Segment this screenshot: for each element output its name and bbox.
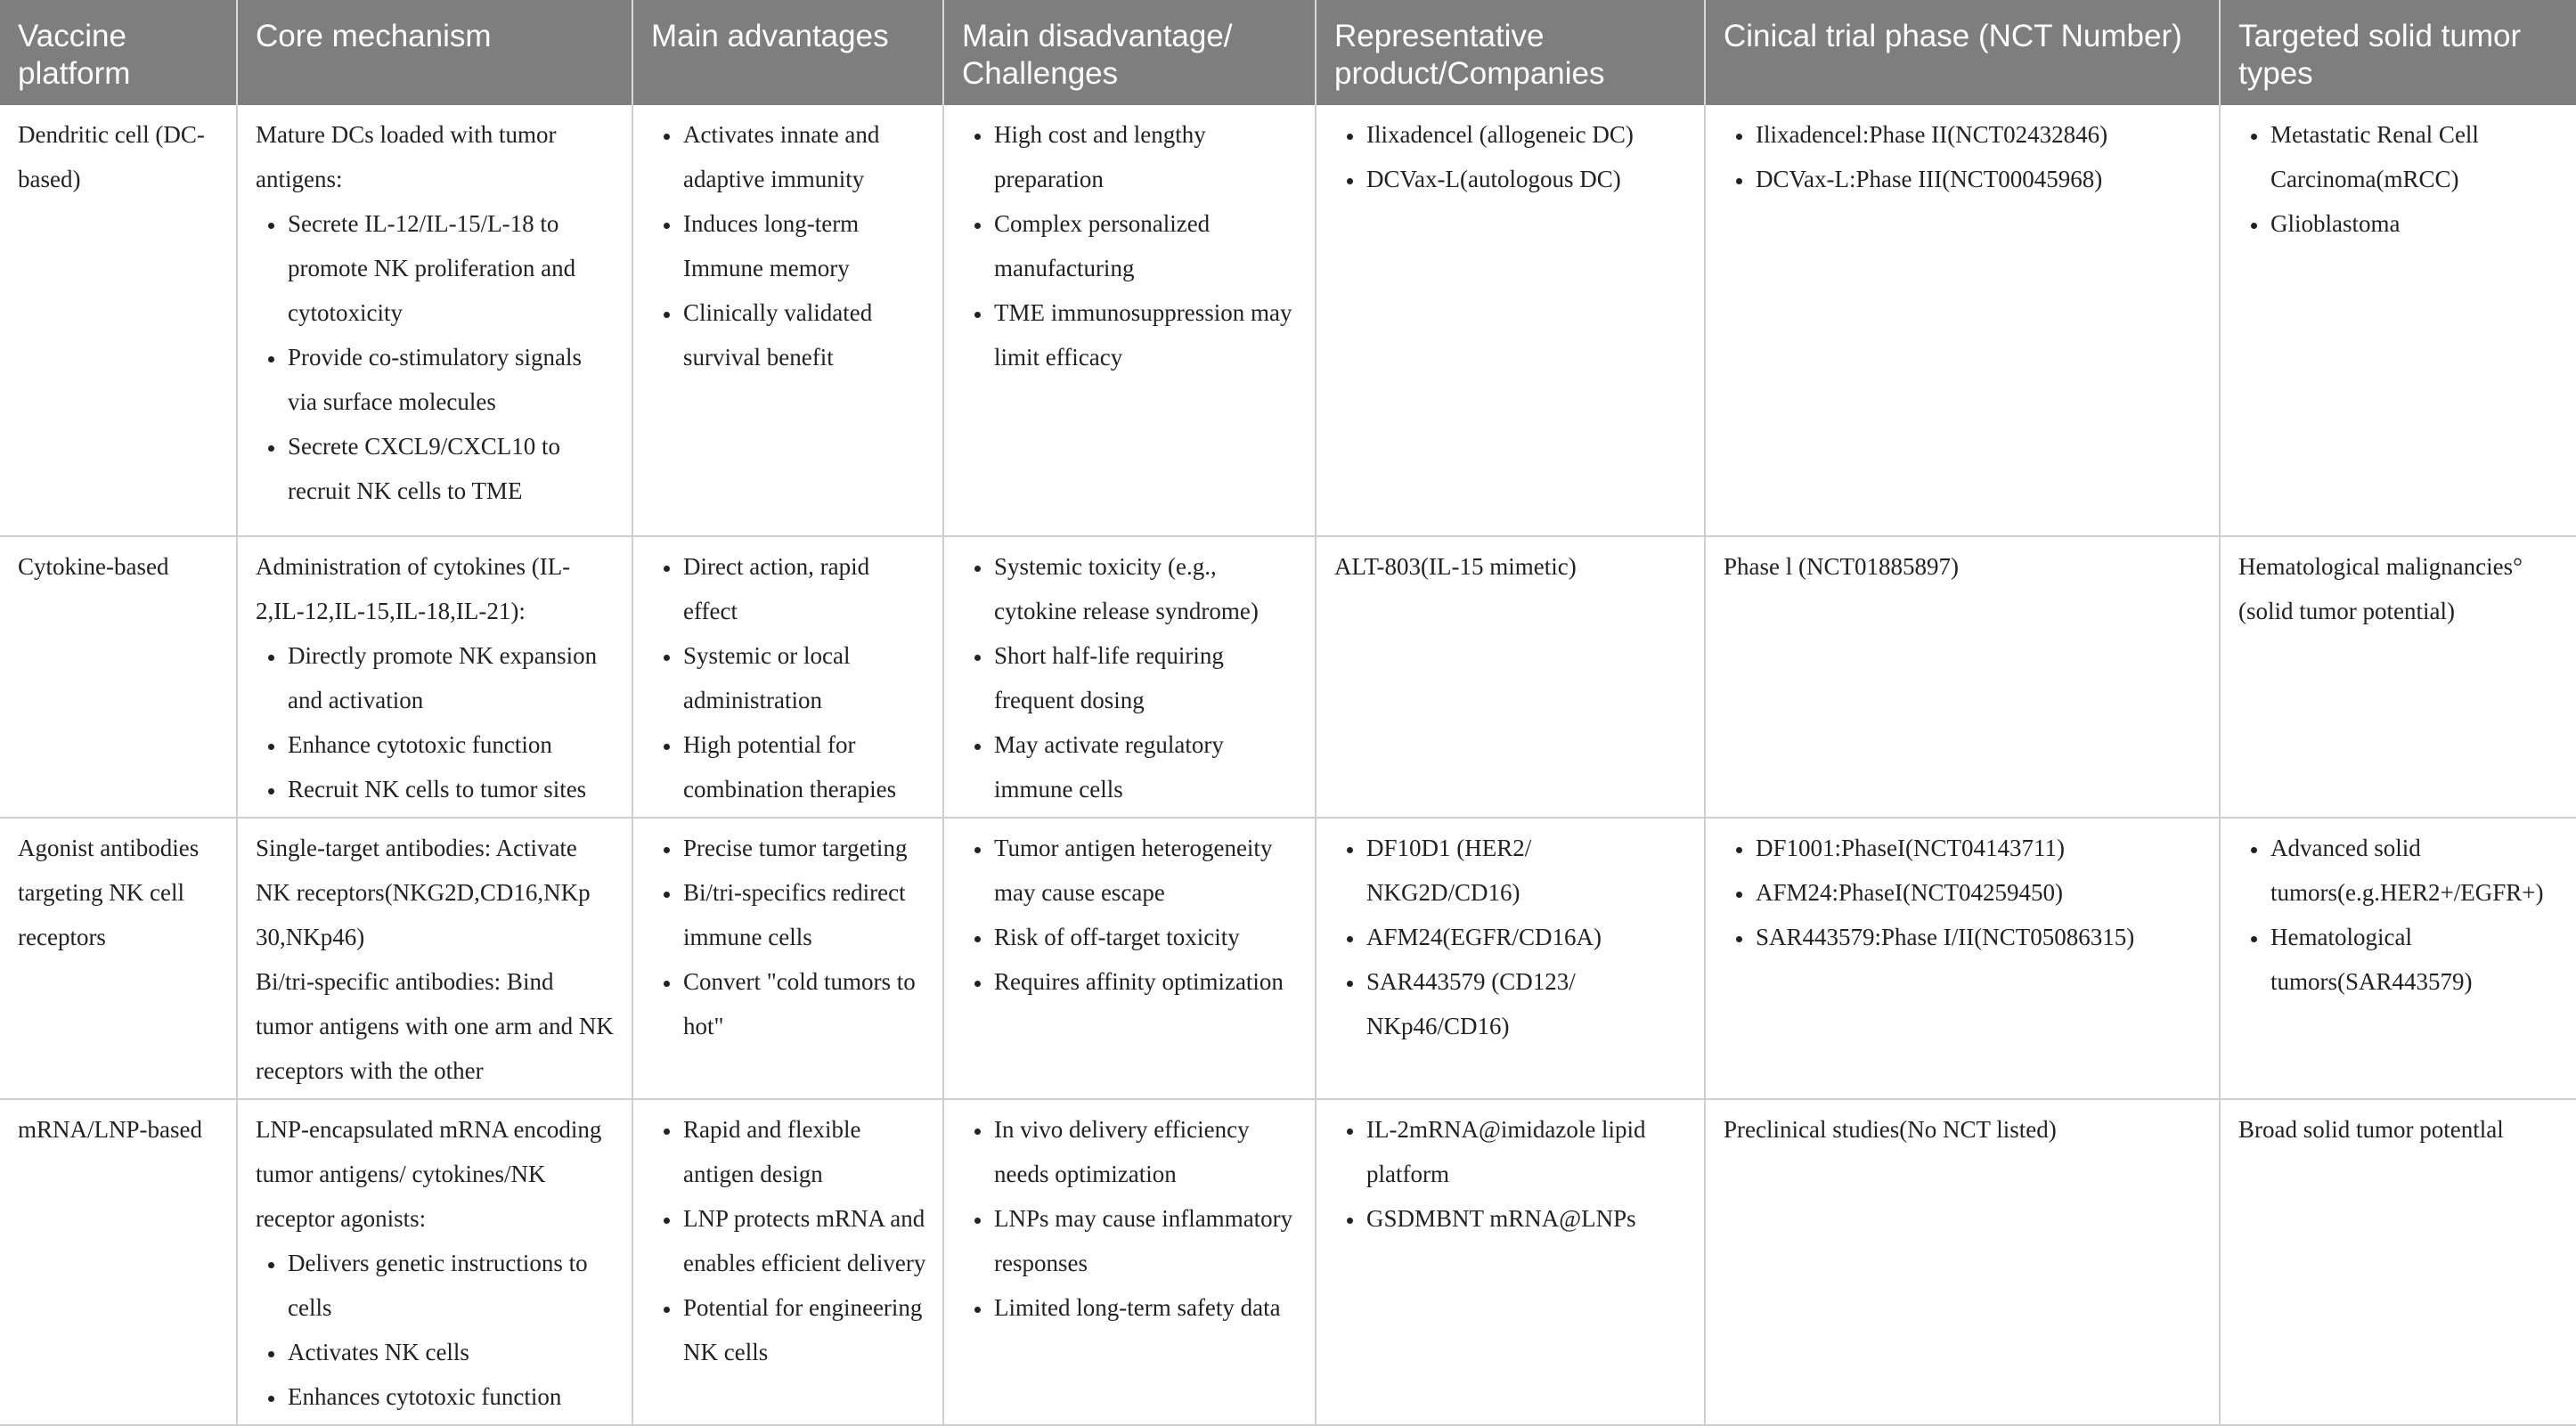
list-item: • IL-2mRNA@imidazole lipid platform xyxy=(1365,1107,1688,1196)
mechanism-cell xyxy=(237,105,632,536)
disadvantages-cell xyxy=(943,105,1316,536)
mechanism-list xyxy=(256,1241,615,1419)
disadvantages-list xyxy=(962,1107,1299,1330)
disadvantages-cell xyxy=(943,536,1316,818)
advantages-list xyxy=(651,112,926,379)
list-item: • DF1001:PhaseI(NCT04143711) xyxy=(1754,826,2203,870)
mechanism-cell xyxy=(237,818,632,1099)
header-targeted-tumor-types: Targeted solid tumor types xyxy=(2220,0,2576,105)
list-item: • SAR443579 (CD123/ NKp46/CD16) xyxy=(1365,959,1688,1048)
trials-text: Preclinical studies(No NCT listed) xyxy=(1724,1116,2057,1143)
disadvantages-list xyxy=(962,544,1299,811)
list-item: • Secrete IL-12/IL-15/L-18 to promote NK proliferation and cytotoxicity xyxy=(286,201,615,335)
mechanism-paragraph: Bi/tri-specific antibodies: Bind tumor antigens with one arm and NK receptors with the other xyxy=(256,968,614,1084)
list-item: • Requires affinity optimization xyxy=(992,959,1299,1004)
trials-cell xyxy=(1705,1099,2220,1425)
platform-cell xyxy=(0,105,237,536)
list-item: • High cost and lengthy preparation xyxy=(992,112,1299,201)
products-cell xyxy=(1316,536,1705,818)
list-item: • Systemic toxicity (e.g., cytokine release syndrome) xyxy=(992,544,1299,633)
mechanism-list xyxy=(256,201,615,513)
list-item: • Rapid and flexible antigen design xyxy=(681,1107,926,1196)
list-item: • Ilixadencel:Phase II(NCT02432846) xyxy=(1754,112,2203,157)
list-item: • Induces long-term Immune memory xyxy=(681,201,926,290)
mechanism-cell xyxy=(237,1099,632,1425)
trials-text: Phase l (NCT01885897) xyxy=(1724,553,1959,580)
advantages-cell xyxy=(632,536,943,818)
trials-cell xyxy=(1705,536,2220,818)
advantages-list xyxy=(651,544,926,811)
advantages-list xyxy=(651,826,926,1048)
list-item: • TME immunosuppression may limit efficacy xyxy=(992,290,1299,379)
list-item: • Direct action, rapid effect xyxy=(681,544,926,633)
advantages-list xyxy=(651,1107,926,1374)
platform-cell xyxy=(0,1099,237,1425)
mechanism-paragraph: Single-target antibodies: Activate NK receptors(NKG2D,CD16,NKp 30,NKp46) xyxy=(256,835,591,950)
products-text: ALT-803(IL-15 mimetic) xyxy=(1334,553,1577,580)
header-row xyxy=(0,0,2576,105)
disadvantages-cell xyxy=(943,1099,1316,1425)
list-item: • DCVax-L:Phase III(NCT00045968) xyxy=(1754,157,2203,201)
list-item: • Bi/tri-specifics redirect immune cells xyxy=(681,870,926,959)
list-item: • Risk of off-target toxicity xyxy=(992,915,1299,959)
list-item: • Secrete CXCL9/CXCL10 to recruit NK cells to TME xyxy=(286,424,615,513)
list-item: • DCVax-L(autologous DC) xyxy=(1365,157,1688,201)
table-row xyxy=(0,818,2576,1099)
platform-cell xyxy=(0,818,237,1099)
list-item: • Enhance cytotoxic function xyxy=(286,722,615,767)
list-item: • Delivers genetic instructions to cells xyxy=(286,1241,615,1330)
header-representative-product: Representative product/Companies xyxy=(1316,0,1705,105)
list-item: • High potential for combination therapies xyxy=(681,722,926,811)
platform-cell xyxy=(0,536,237,818)
disadvantages-list xyxy=(962,112,1299,379)
list-item: • In vivo delivery efficiency needs optimization xyxy=(992,1107,1299,1196)
disadvantages-cell xyxy=(943,818,1316,1099)
mechanism-cell xyxy=(237,536,632,818)
mechanism-intro: Administration of cytokines (IL-2,IL-12,IL-15,IL-18,IL-21): xyxy=(256,553,571,624)
tumors-cell xyxy=(2220,536,2576,818)
list-item: • Activates innate and adaptive immunity xyxy=(681,112,926,201)
header-main-disadvantages: Main disadvantage/ Challenges xyxy=(943,0,1316,105)
list-item: • Complex personalized manufacturing xyxy=(992,201,1299,290)
list-item: • Hematological tumors(SAR443579) xyxy=(2269,915,2560,1004)
mechanism-intro: LNP-encapsulated mRNA encoding tumor antigens/ cytokines/NK receptor agonists: xyxy=(256,1116,602,1232)
list-item: • GSDMBNT mRNA@LNPs xyxy=(1365,1196,1688,1241)
table-row xyxy=(0,1099,2576,1425)
tumors-list xyxy=(2238,826,2560,1004)
list-item: • Activates NK cells xyxy=(286,1330,615,1374)
products-cell xyxy=(1316,818,1705,1099)
header-main-advantages: Main advantages xyxy=(632,0,943,105)
list-item: • Glioblastoma xyxy=(2269,201,2560,246)
list-item: • SAR443579:Phase I/II(NCT05086315) xyxy=(1754,915,2203,959)
list-item: • Systemic or local administration xyxy=(681,633,926,722)
header-core-mechanism: Core mechanism xyxy=(237,0,632,105)
products-list xyxy=(1334,826,1688,1048)
list-item: • LNPs may cause inflammatory responses xyxy=(992,1196,1299,1285)
mechanism-list xyxy=(256,633,615,811)
products-cell xyxy=(1316,105,1705,536)
tumors-cell xyxy=(2220,818,2576,1099)
disadvantages-list xyxy=(962,826,1299,1004)
advantages-cell xyxy=(632,1099,943,1425)
trials-list xyxy=(1724,112,2203,201)
advantages-cell xyxy=(632,818,943,1099)
table-row xyxy=(0,536,2576,818)
list-item: • Metastatic Renal Cell Carcinoma(mRCC) xyxy=(2269,112,2560,201)
tumors-list xyxy=(2238,112,2560,246)
table-row xyxy=(0,105,2576,536)
tumors-cell xyxy=(2220,1099,2576,1425)
list-item: • Ilixadencel (allogeneic DC) xyxy=(1365,112,1688,157)
trials-list xyxy=(1724,826,2203,959)
list-item: • Precise tumor targeting xyxy=(681,826,926,870)
list-item: • Potential for engineering NK cells xyxy=(681,1285,926,1374)
tumors-cell xyxy=(2220,105,2576,536)
list-item: • Convert "cold tumors to hot" xyxy=(681,959,926,1048)
list-item: • Provide co-stimulatory signals via surface molecules xyxy=(286,335,615,424)
platform-text: mRNA/LNP-based xyxy=(18,1116,202,1143)
list-item: • AFM24:PhaseI(NCT04259450) xyxy=(1754,870,2203,915)
list-item: • LNP protects mRNA and enables efficient delivery xyxy=(681,1196,926,1285)
platform-text: Cytokine-based xyxy=(18,553,169,580)
list-item: • Advanced solid tumors(e.g.HER2+/EGFR+) xyxy=(2269,826,2560,915)
products-list xyxy=(1334,112,1688,201)
list-item: • Short half-life requiring frequent dosing xyxy=(992,633,1299,722)
list-item: • AFM24(EGFR/CD16A) xyxy=(1365,915,1688,959)
products-list xyxy=(1334,1107,1688,1241)
list-item: • Enhances cytotoxic function xyxy=(286,1374,615,1419)
platform-text: Agonist antibodies targeting NK cell receptors xyxy=(18,835,200,950)
list-item: • DF10D1 (HER2/ NKG2D/CD16) xyxy=(1365,826,1688,915)
header-clinical-trial-phase: Cinical trial phase (NCT Number) xyxy=(1705,0,2220,105)
tumors-text: Broad solid tumor potentlal xyxy=(2238,1116,2504,1143)
list-item: • May activate regulatory immune cells xyxy=(992,722,1299,811)
advantages-cell xyxy=(632,105,943,536)
list-item: • Recruit NK cells to tumor sites xyxy=(286,767,615,811)
tumors-text: Hematological malignancies°(solid tumor potential) xyxy=(2238,553,2523,624)
products-cell xyxy=(1316,1099,1705,1425)
header-vaccine-platform: Vaccine platform xyxy=(0,0,237,105)
list-item: • Limited long-term safety data xyxy=(992,1285,1299,1330)
trials-cell xyxy=(1705,105,2220,536)
platform-text: Dendritic cell (DC-based) xyxy=(18,121,205,192)
list-item: • Clinically validated survival benefit xyxy=(681,290,926,379)
trials-cell xyxy=(1705,818,2220,1099)
mechanism-intro: Mature DCs loaded with tumor antigens: xyxy=(256,121,557,192)
list-item: • Tumor antigen heterogeneity may cause escape xyxy=(992,826,1299,915)
list-item: • Directly promote NK expansion and activation xyxy=(286,633,615,722)
